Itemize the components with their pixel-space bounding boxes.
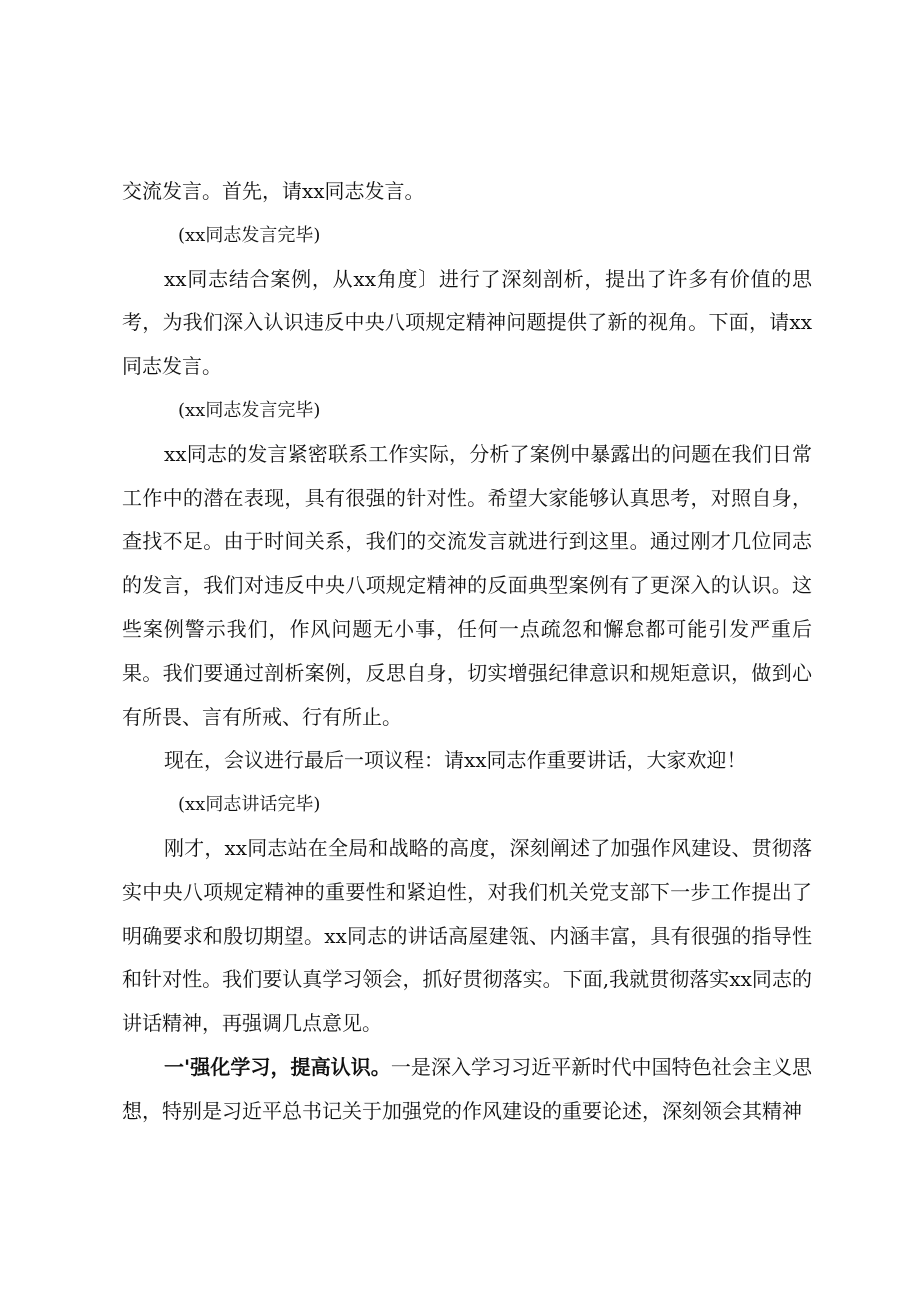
- paragraph-comment-2: xx同志的发言紧密联系工作实际，分析了案例中暴露出的问题在我们日常工作中的潜在表现，具有很强的针对性。希望大家能够认真思考，对照自身，查找不足。由于时间关系，我们的交流发言就进行到这里。通过刚才几位同志的发言，我们对违反中央八项规定精神的反面典型案例有了更深入的认识。这些案例警示我们，作风问题无小事，任何一点疏忽和懈怠都可能引发严重后果。我们要通过剖析案例，反思自身，切实增强纪律意识和规矩意识，做到心有所畏、言有所戒、行有所止。: [122, 441, 812, 729]
- document-body: [122, 170, 812, 1134]
- paragraph-agenda: 现在，会议进行最后一项议程：请xx同志作重要讲话，大家欢迎！: [164, 748, 747, 773]
- paragraph-summary: 刚才，xx同志站在全局和战略的高度，深刻阐述了加强作风建设、贯彻落实中央八项规定精神的重要性和紧迫性，对我们机关党支部下一步工作提出了明确要求和殷切期望。xx同志的讲话高屋建瓴、内涵丰富，具有很强的指导性和针对性。我们要认真学习领会，抓好贯彻落实。下面,我就贯彻落实xx同志的讲话精神，再强调几点意见。: [122, 835, 812, 1036]
- paragraph-point-one: [122, 1046, 812, 1134]
- point-one-text: 一是深入学习习近平新时代中国特色社会主义思想，特别是习近平总书记关于加强党的作风建设的重要论述，深刻领会其精神: [122, 1054, 812, 1123]
- speech-complete-note: (xx同志发言完毕): [178, 224, 321, 246]
- point-one-heading: 一'强化学习，提高认识。: [164, 1054, 391, 1079]
- paragraph-comment-1: xx同志结合案例，从xx角度〕进行了深刻剖析，提出了许多有价值的思考，为我们深入认识违反中央八项规定精神问题提供了新的视角。下面，请xx同志发言。: [122, 266, 812, 379]
- speech-complete-note: (xx同志发言完毕): [178, 399, 321, 421]
- paragraph-opening: 交流发言。首先，请xx同志发言。: [122, 179, 425, 203]
- speech-complete-note: (xx同志讲话完毕): [178, 794, 321, 816]
